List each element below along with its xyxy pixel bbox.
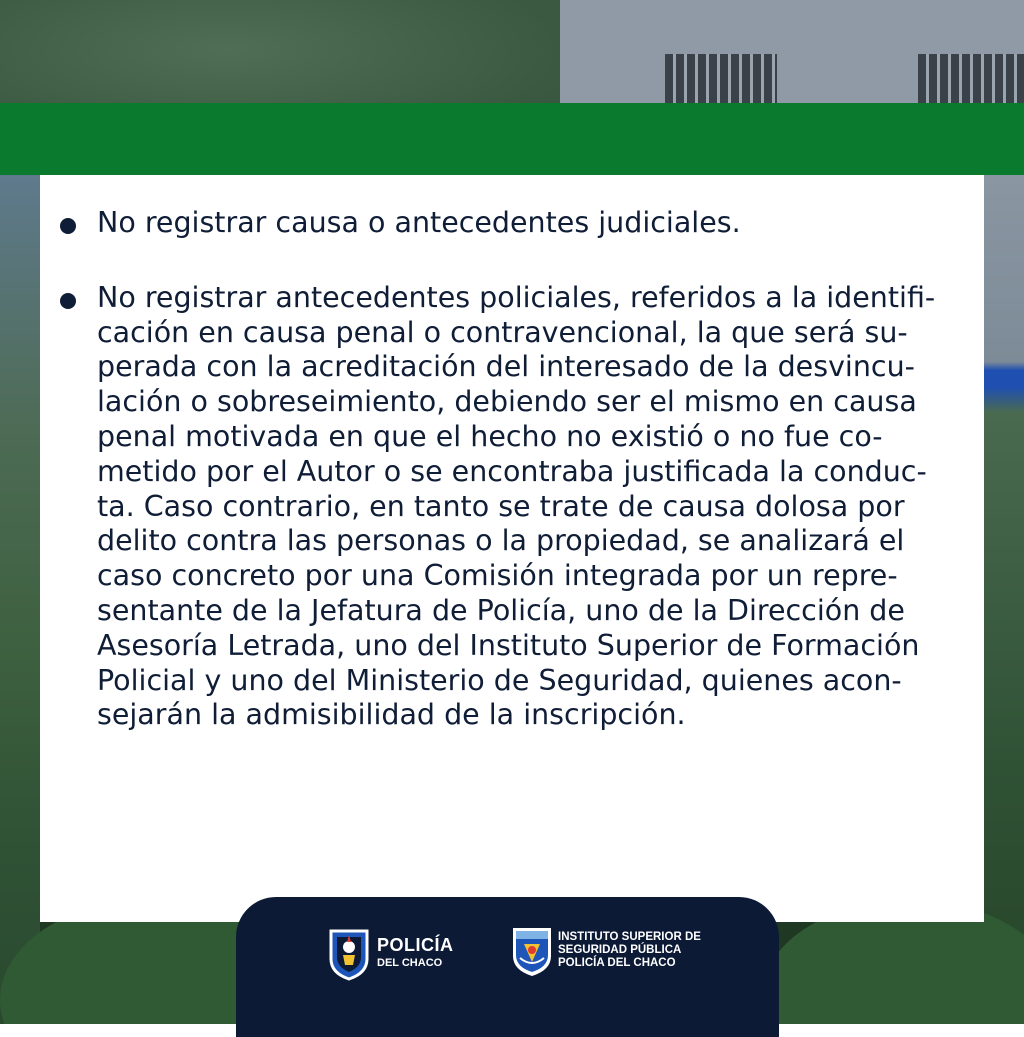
text-line: ta. Caso contrario, en tanto se trate de causa dolosa por <box>97 489 905 523</box>
instituto-shield-icon <box>510 922 554 978</box>
text-line: lación o sobreseimiento, debiendo ser el mismo en causa <box>97 385 917 419</box>
left-background-strip <box>0 175 40 1024</box>
bullet-dot-icon <box>60 293 76 309</box>
text-line: metido por el Autor o se encontraba justificada la conduc- <box>97 454 927 488</box>
text-line: perada con la acreditación del interesado de la desvincu- <box>97 350 915 384</box>
right-background-strip <box>984 175 1024 1024</box>
instituto-logo-line: INSTITUTO SUPERIOR DE <box>558 930 701 943</box>
requirement-text <box>97 281 957 733</box>
text-line: Asesoría Letrada, uno del Instituto Superior de Formación <box>97 628 920 662</box>
text-line: sentante de la Jefatura de Policía, uno de la Dirección de <box>97 593 905 627</box>
building-window <box>665 54 777 106</box>
policia-logo-title: POLICÍA <box>377 935 454 955</box>
text-line: No registrar causa o antecedentes judiciales. <box>97 206 741 239</box>
policia-del-chaco-logo <box>327 925 454 981</box>
text-line: delito contra las personas o la propiedad, se analizará el <box>97 524 905 558</box>
instituto-logo-line: SEGURIDAD PÚBLICA <box>558 943 682 956</box>
requirement-text <box>97 206 957 241</box>
requirement-item <box>57 281 957 733</box>
requirement-item <box>57 206 957 241</box>
instituto-logo-line: POLICÍA DEL CHACO <box>558 956 676 969</box>
policia-logo-subtitle: DEL CHACO <box>377 957 443 969</box>
requirements-list <box>57 206 957 733</box>
text-line: penal motivada en que el hecho no existió o no fue co- <box>97 419 883 453</box>
text-line: No registrar antecedentes policiales, referidos a la identifi- <box>97 280 936 314</box>
text-line: cación en causa penal o contravencional, la que será su- <box>97 315 908 349</box>
text-line: sejarán la admisibilidad de la inscripción. <box>97 698 686 732</box>
building-window <box>918 54 1024 106</box>
green-header-band <box>0 103 1024 175</box>
text-line: caso concreto por una Comisión integrada por un repre- <box>97 559 898 593</box>
bullet-dot-icon <box>60 218 76 234</box>
text-line: Policial y uno del Ministerio de Seguridad, quienes acon- <box>97 663 902 697</box>
instituto-superior-logo <box>510 922 701 978</box>
policia-shield-icon <box>327 925 371 981</box>
